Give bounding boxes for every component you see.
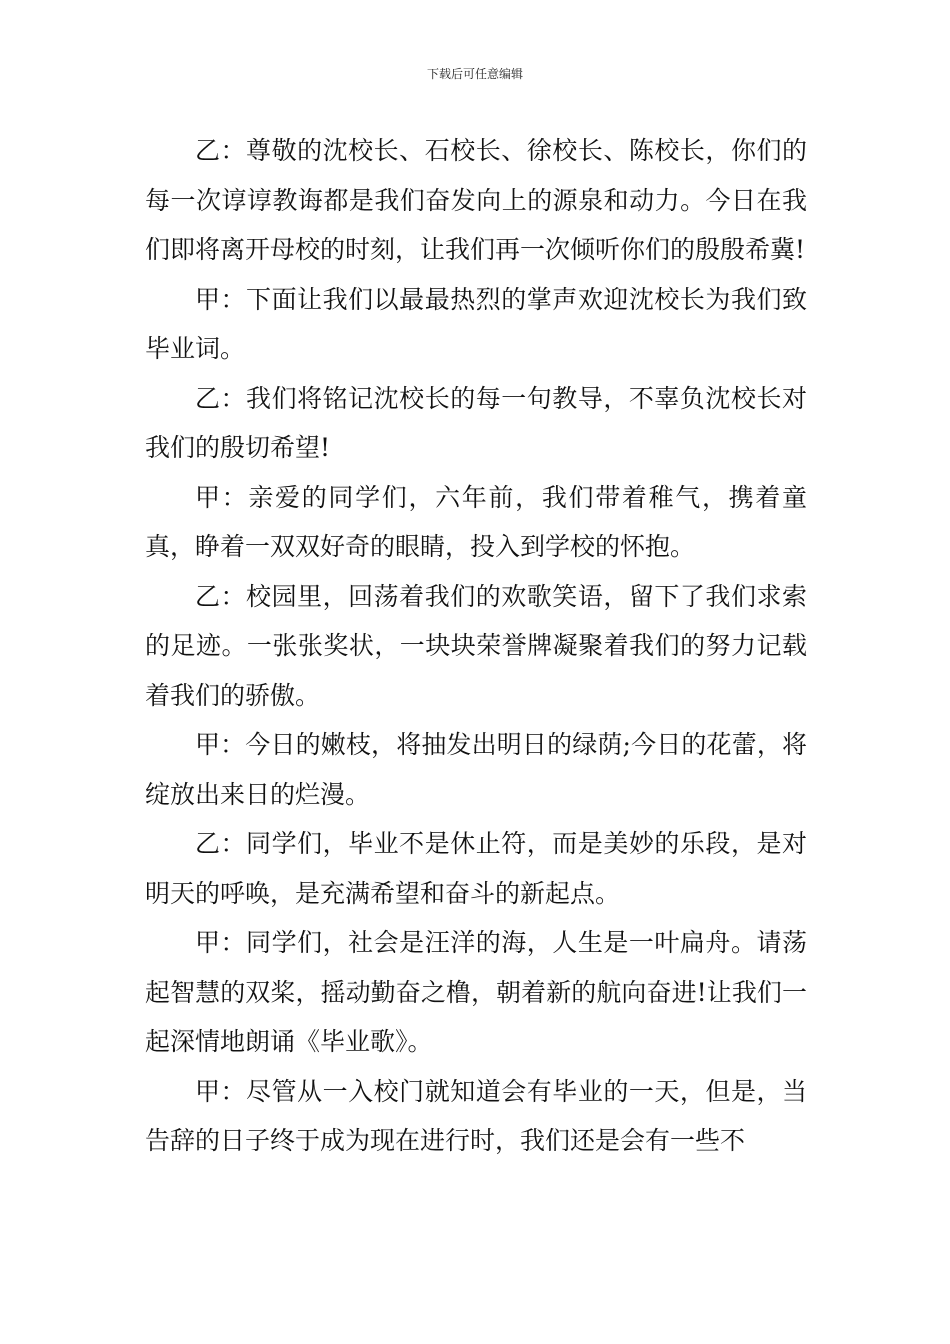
paragraph-5: 乙：校园里，回荡着我们的欢歌笑语，留下了我们求索的足迹。一张张奖状，一块块荣誉牌凝聚着我们的努力记载着我们的骄傲。 <box>145 581 807 710</box>
paragraph-4: 甲：亲爱的同学们，六年前，我们带着稚气，携着童真，睁着一双双好奇的眼睛，投入到学校的怀抱。 <box>145 482 807 561</box>
paragraph-6: 甲：今日的嫩枝，将抽发出明日的绿荫;今日的花蕾，将绽放出来日的烂漫。 <box>145 730 807 809</box>
paragraph-3: 乙：我们将铭记沈校长的每一句教导，不辜负沈校长对我们的殷切希望! <box>145 383 807 462</box>
paragraph-1: 乙：尊敬的沈校长、石校长、徐校长、陈校长，你们的每一次谆谆教诲都是我们奋发向上的源泉和动力。今日在我们即将离开母校的时刻，让我们再一次倾听你们的殷殷希冀! <box>145 136 807 264</box>
paragraph-7: 乙：同学们，毕业不是休止符，而是美妙的乐段，是对明天的呼唤，是充满希望和奋斗的新起点。 <box>145 829 807 908</box>
paragraph-9: 甲：尽管从一入校门就知道会有毕业的一天，但是，当告辞的日子终于成为现在进行时，我们还是会有一些不 <box>145 1076 807 1155</box>
paragraph-8: 甲：同学们，社会是汪洋的海，人生是一叶扁舟。请荡起智慧的双桨，摇动勤奋之橹，朝着新的航向奋进!让我们一起深情地朗诵《毕业歌》。 <box>145 928 807 1056</box>
page-header: 下载后可任意编辑 <box>426 67 523 81</box>
paragraph-2: 甲：下面让我们以最最热烈的掌声欢迎沈校长为我们致毕业词。 <box>145 284 807 363</box>
document-body <box>145 126 807 1166</box>
